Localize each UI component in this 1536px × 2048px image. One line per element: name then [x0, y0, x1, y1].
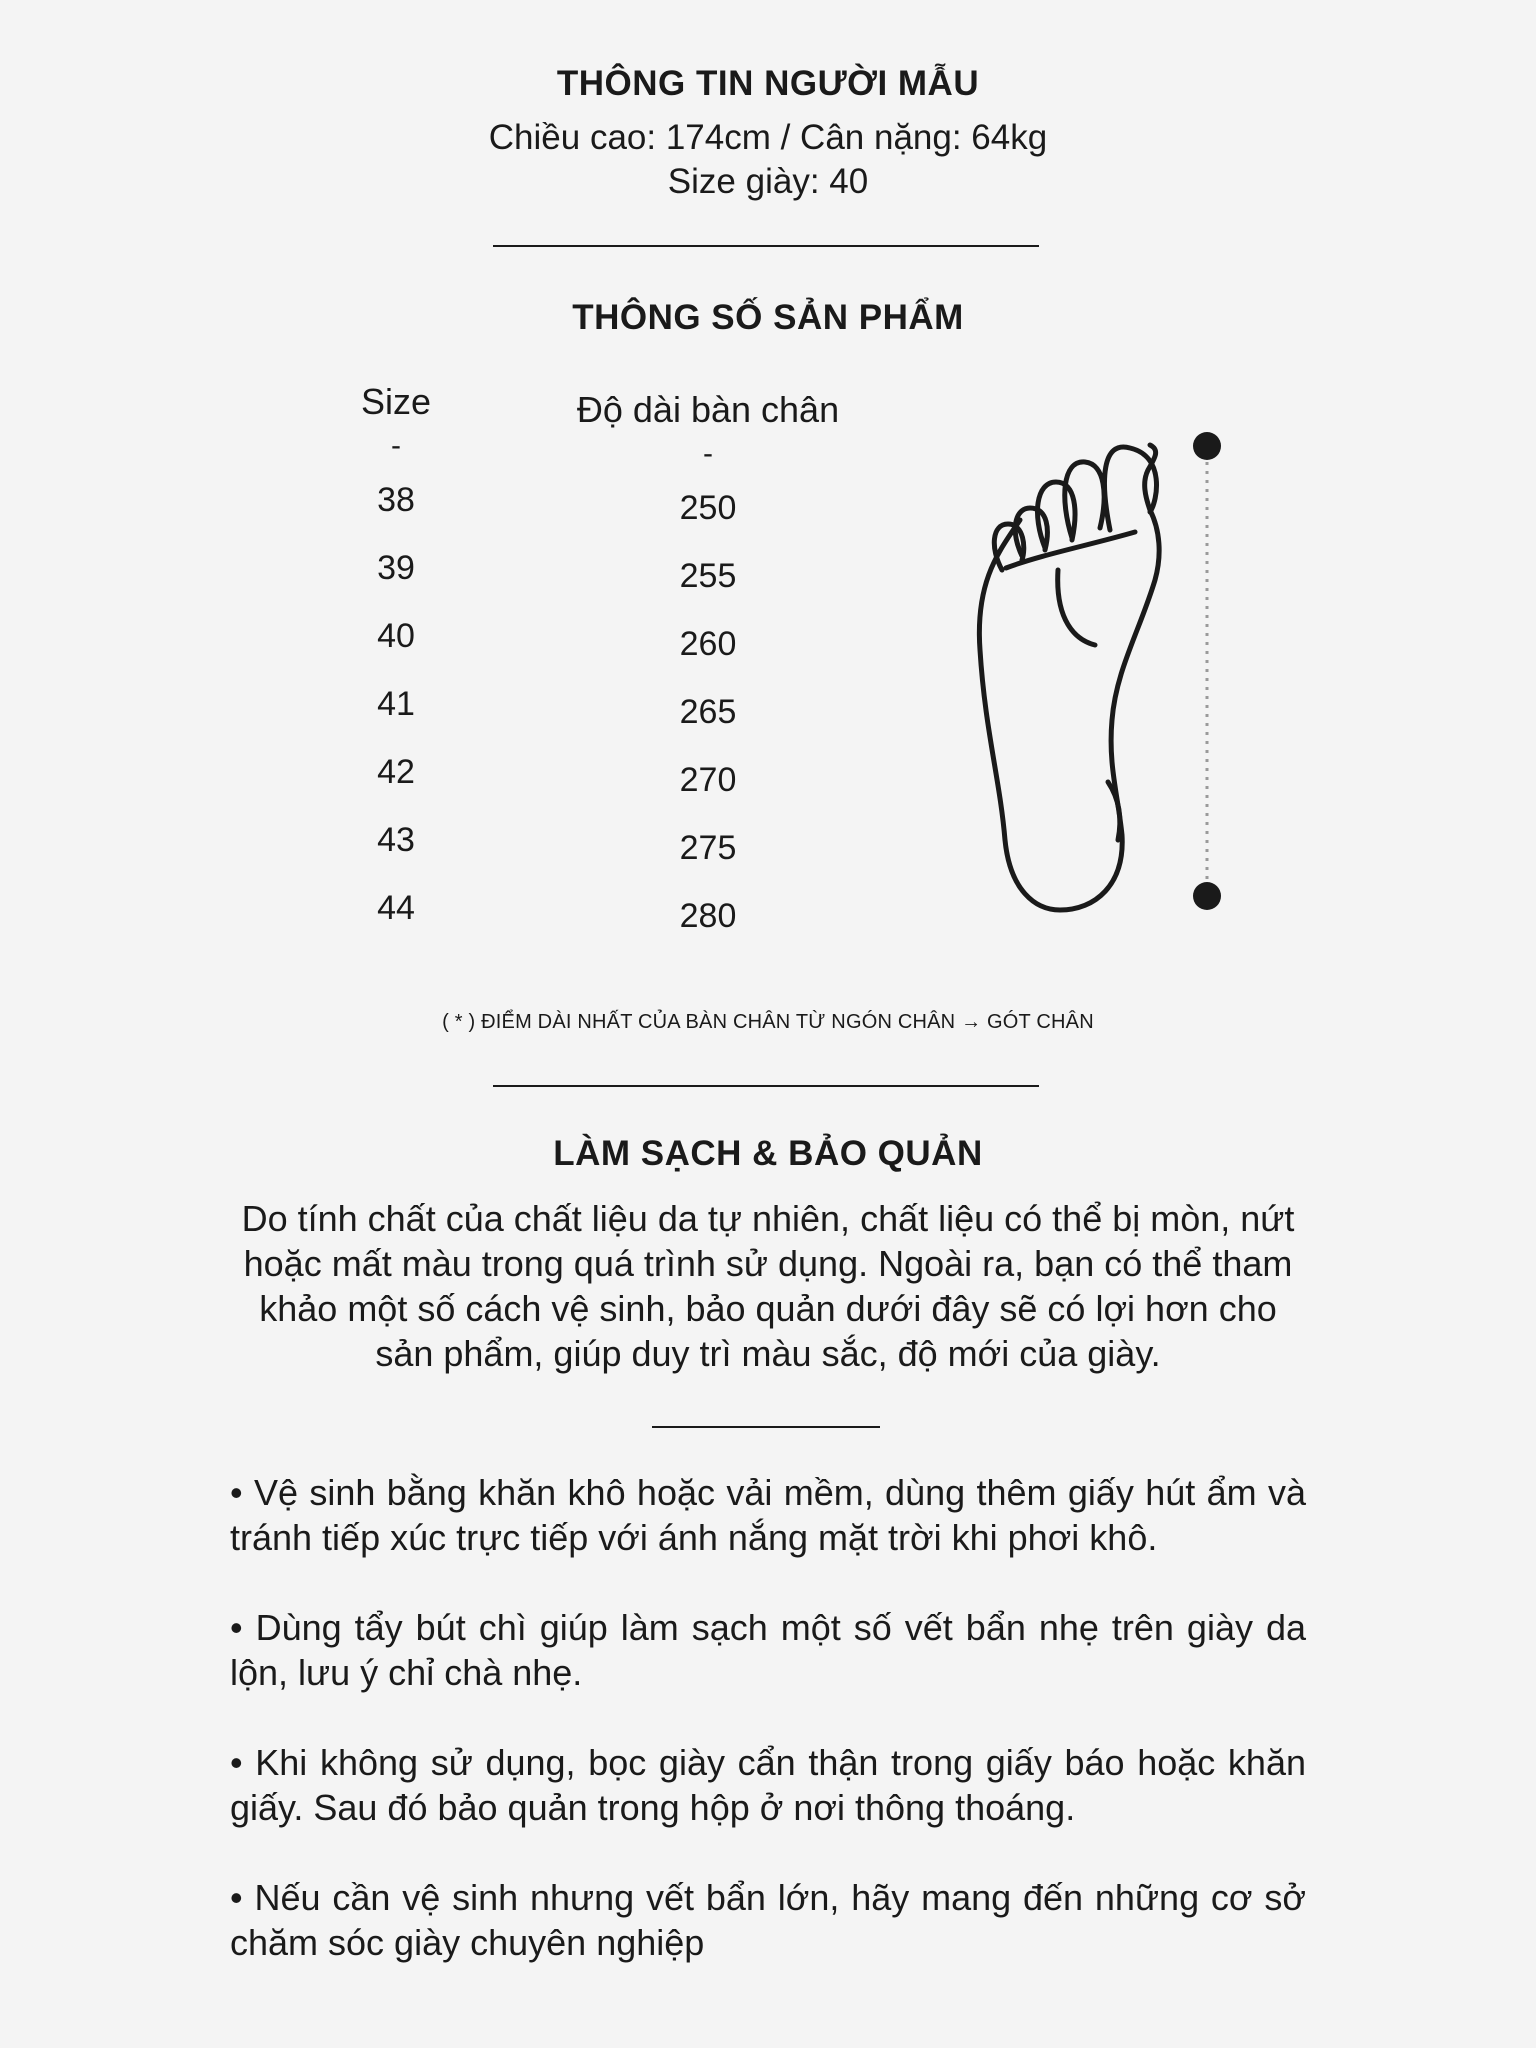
- care-intro: Do tính chất của chất liệu da tự nhiên, chất liệu có thể bị mòn, nứt hoặc mất màu trong quá trình sử dụng. Ngoài ra, bạn có thể tham khảo một số cách vệ sinh, bảo quản dưới đây sẽ có lợi hơn cho sản phẩm, giúp duy trì màu sắc, độ mới của giày.: [241, 1198, 1295, 1374]
- length-value: 275: [679, 829, 737, 867]
- care-tip: • Dùng tẩy bút chì giúp làm sạch một số vết bẩn nhẹ trên giày da lộn, lưu ý chỉ chà nhẹ.: [230, 1607, 1306, 1693]
- length-value: 270: [679, 761, 737, 799]
- length-header: Độ dài bàn chân: [576, 389, 840, 430]
- length-value: 265: [679, 693, 737, 731]
- top-point-icon: [1193, 432, 1221, 460]
- size-value: 41: [377, 685, 415, 723]
- section-divider: [493, 245, 1039, 247]
- short-divider: [652, 1426, 880, 1428]
- size-column: [316, 378, 476, 942]
- length-value: 260: [679, 625, 737, 663]
- length-value: 280: [679, 897, 737, 935]
- model-height-weight: Chiều cao: 174cm / Cân nặng: 64kg: [488, 118, 1048, 157]
- size-value: 43: [377, 821, 415, 859]
- size-value: 44: [377, 889, 415, 927]
- length-column: [547, 386, 869, 950]
- size-dash: -: [391, 429, 401, 462]
- bottom-point-icon: [1193, 882, 1221, 910]
- model-info-title: THÔNG TIN NGƯỜI MẪU: [556, 64, 980, 103]
- size-value: 40: [377, 617, 415, 655]
- section-divider: [493, 1085, 1039, 1087]
- length-dash: -: [703, 437, 713, 470]
- care-tip: • Khi không sử dụng, bọc giày cẩn thận trong giấy báo hoặc khăn giấy. Sau đó bảo quản trong hộp ở nơi thông thoáng.: [230, 1742, 1306, 1828]
- size-value: 39: [377, 549, 415, 587]
- length-value: 250: [679, 489, 737, 527]
- size-value: 38: [377, 481, 415, 519]
- care-title: LÀM SẠCH & BẢO QUẢN: [553, 1134, 983, 1173]
- care-tip: • Nếu cần vệ sinh nhưng vết bẩn lớn, hãy mang đến những cơ sở chăm sóc giày chuyên nghiệp: [230, 1877, 1306, 1963]
- measurement-note: ( * ) ĐIỂM DÀI NHẤT CỦA BÀN CHÂN TỪ NGÓN CHÂN → GÓT CHÂN: [442, 1011, 1094, 1033]
- length-indicator: [1186, 428, 1228, 914]
- size-value: 42: [377, 753, 415, 791]
- care-tip: • Vệ sinh bằng khăn khô hoặc vải mềm, dùng thêm giấy hút ẩm và tránh tiếp xúc trực tiếp với ánh nắng mặt trời khi phơi khô.: [230, 1472, 1306, 1558]
- length-value: 255: [679, 557, 737, 595]
- model-shoe-size: Size giày: 40: [667, 162, 869, 201]
- size-header: Size: [360, 381, 432, 422]
- specs-title: THÔNG SỐ SẢN PHẨM: [572, 298, 964, 337]
